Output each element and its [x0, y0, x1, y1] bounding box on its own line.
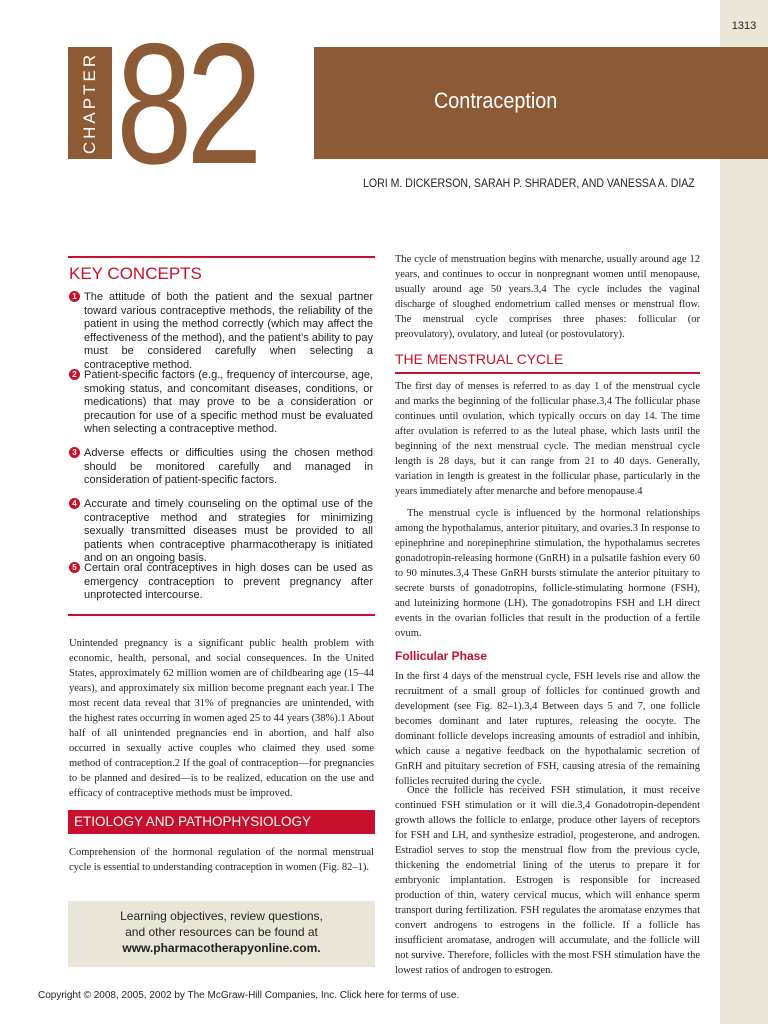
key-concept-text: Patient-specific factors (e.g., frequency of intercourse, age, smoking status, and concomitant diseases, conditions, or medications) that may prove to be a consideration or precaution for use of a specific method must be evaluated when selecting a contraceptive method. [84, 369, 373, 435]
key-concepts-bottom-rule [68, 614, 375, 616]
key-concept-1 [69, 291, 373, 372]
menstrual-cycle-heading: THE MENSTRUAL CYCLE [395, 351, 564, 367]
key-concept-text: The attitude of both the patient and the sexual partner toward various contraceptive methods, the reliability of the patient in using the method correctly (which may affect the effectiveness of the method), and the patient’s ability to pay must be considered carefully when selecting a contraceptive method. [84, 291, 373, 371]
key-concept-text: Accurate and timely counseling on the optimal use of the contraceptive method and strategies for minimizing sexually transmitted diseases must be provided to all patients when contraceptive pharmacotherapy is initiated and on an ongoing basis. [84, 498, 373, 564]
page-number: 1313 [731, 20, 757, 32]
key-concept-4 [69, 498, 373, 566]
menstrual-paragraph-1: The first day of menses is referred to as day 1 of the menstrual cycle and marks the beginning of the follicular phase.3,4 The follicular phase continues until ovulation, which typically occurs on day 14. The time after ovulation is referred to as the luteal phase, which lasts until the beginning of the next menstrual cycle. The median menstrual cycle length is 28 days, but it can range from 21 to 40 days. Generally, variation in length is greatest in the follicular phase, particularly in the years immediately after menarche and before menopause.4 [395, 381, 700, 497]
menstrual-cycle-rule [395, 372, 700, 374]
follicular-paragraph-1: In the first 4 days of the menstrual cycle, FSH levels rise and allow the recruitment of a small group of follicles for continued growth and development (see Fig. 82–1).3,4 Between days 5 and 7, one follicle becomes dominant and later ruptures, releasing the oocyte. The dominant follicle develops increasing amounts of estradiol and inhibin, which cause a negative feedback on the hypothalamic secretion of GnRH and pituitary secretion of FSH, causing atresia of the remaining follicles recruited during the cycle. [395, 671, 700, 787]
key-concepts-top-rule [68, 256, 375, 258]
chapter-label [68, 47, 112, 159]
concept-number-icon: 2 [69, 369, 80, 380]
etiology-heading: ETIOLOGY AND PATHOPHYSIOLOGY [74, 814, 312, 829]
key-concept-2 [69, 369, 373, 437]
follicular-paragraph-2: Once the follicle has received FSH stimulation, it must receive continued FSH stimulation or it will die.3,4 Gonadotropin-dependent growth allows the follicle to enlarge, produce other layers of receptors for FSH and LH, and synthesize estradiol, progesterone, and androgen. Estradiol serves to stop the menstrual flow from the previous cycle, thickening the endometrial lining of the uterus to prepare it for embryonic implantation. Estrogen is responsible for increased production of thin, watery cervical mucus, which will enhance sperm transport during fertilization. FSH regulates the aromatase enzymes that convert androgens to estrogens in the follicle. If a follicle has insufficient aromatase, androgen will accumulate, and the follicle will not survive. Therefore, follicles with the most FSH stimulation have the lowest ratios of androgen to estrogen. [395, 785, 700, 976]
etiology-paragraph: Comprehension of the hormonal regulation of the normal menstrual cycle is essential to understanding contraception in women (Fig. 82–1). [69, 847, 374, 873]
chapter-title: Contraception [434, 88, 558, 113]
cycle-intro-paragraph: The cycle of menstruation begins with menarche, usually around age 12 years, and continues to occur in nonpregnant women until menopause, usually around age 50 years.3,4 The cycle includes the vaginal discharge of sloughed endometrium called menses or menstrual flow. The menstrual cycle comprises three phases: follicular (or preovulatory), ovulatory, and luteal (or postovulatory). [395, 254, 700, 340]
website-link[interactable]: www.pharmacotherapyonline.com. [122, 941, 321, 955]
authors: LORI M. DICKERSON, SARAH P. SHRADER, AND VANESSA A. DIAZ [363, 176, 695, 190]
concept-number-icon: 1 [69, 291, 80, 302]
concept-number-icon: 4 [69, 498, 80, 509]
intro-paragraph: Unintended pregnancy is a significant public health problem with economic, health, personal, and social consequences. In the United States, approximately 62 million women are of childbearing age (15–44 years), and approximately six million become pregnant each year.1 The most recent data reveal that 31% of pregnancies are unintended, with the highest rates occurring in women aged 25 to 44 years (38%).1 About half of all unintended pregnancies end in abortion, and half also occurred in sexually active couples who claimed they used some method of contraception.2 If the goal of contraception—for pregnancies to be planned and desired—is to be realized, education on the use and efficacy of contraceptive methods must be improved. [69, 638, 374, 799]
menstrual-paragraph-2: The menstrual cycle is influenced by the hormonal relationships among the hypothalamus, anterior pituitary, and ovaries.3 In response to epinephrine and norepinephrine stimulation, the hypothalamus secretes gonadotropin-releasing hormone (GnRH) in a pulsatile fashion every 60 to 90 minutes.3,4 These GnRH bursts stimulate the anterior pituitary to secrete bursts of gonadotropins, follicle-stimulating hormone (FSH), and luteinizing hormone (LH). The gonadotropins FSH and LH direct events in the ovarian follicles that result in the production of a fertile ovum. [395, 508, 700, 639]
key-concept-text: Adverse effects or difficulties using the chosen method should be monitored carefully and managed in consideration of patient-specific factors. [84, 447, 373, 486]
key-concepts-title: KEY CONCEPTS [69, 264, 202, 283]
concept-number-icon: 3 [69, 447, 80, 458]
margin-tab [720, 47, 768, 159]
learning-objectives-line-1: Learning objectives, review questions, [120, 909, 323, 923]
key-concept-text: Certain oral contraceptives in high doses can be used as emergency contraception to prevent pregnancy after unprotected intercourse. [84, 562, 373, 601]
follicular-phase-heading: Follicular Phase [395, 649, 488, 663]
copyright-link[interactable]: Copyright © 2008, 2005, 2002 by The McGraw-Hill Companies, Inc. Click here for terms of use. [38, 990, 460, 1001]
learning-objectives-line-2: and other resources can be found at [125, 925, 318, 939]
chapter-word: CHAPTER [80, 51, 99, 155]
concept-number-icon: 5 [69, 562, 80, 573]
key-concept-5 [69, 562, 373, 603]
key-concept-3 [69, 447, 373, 488]
chapter-number: 82 [116, 8, 257, 200]
